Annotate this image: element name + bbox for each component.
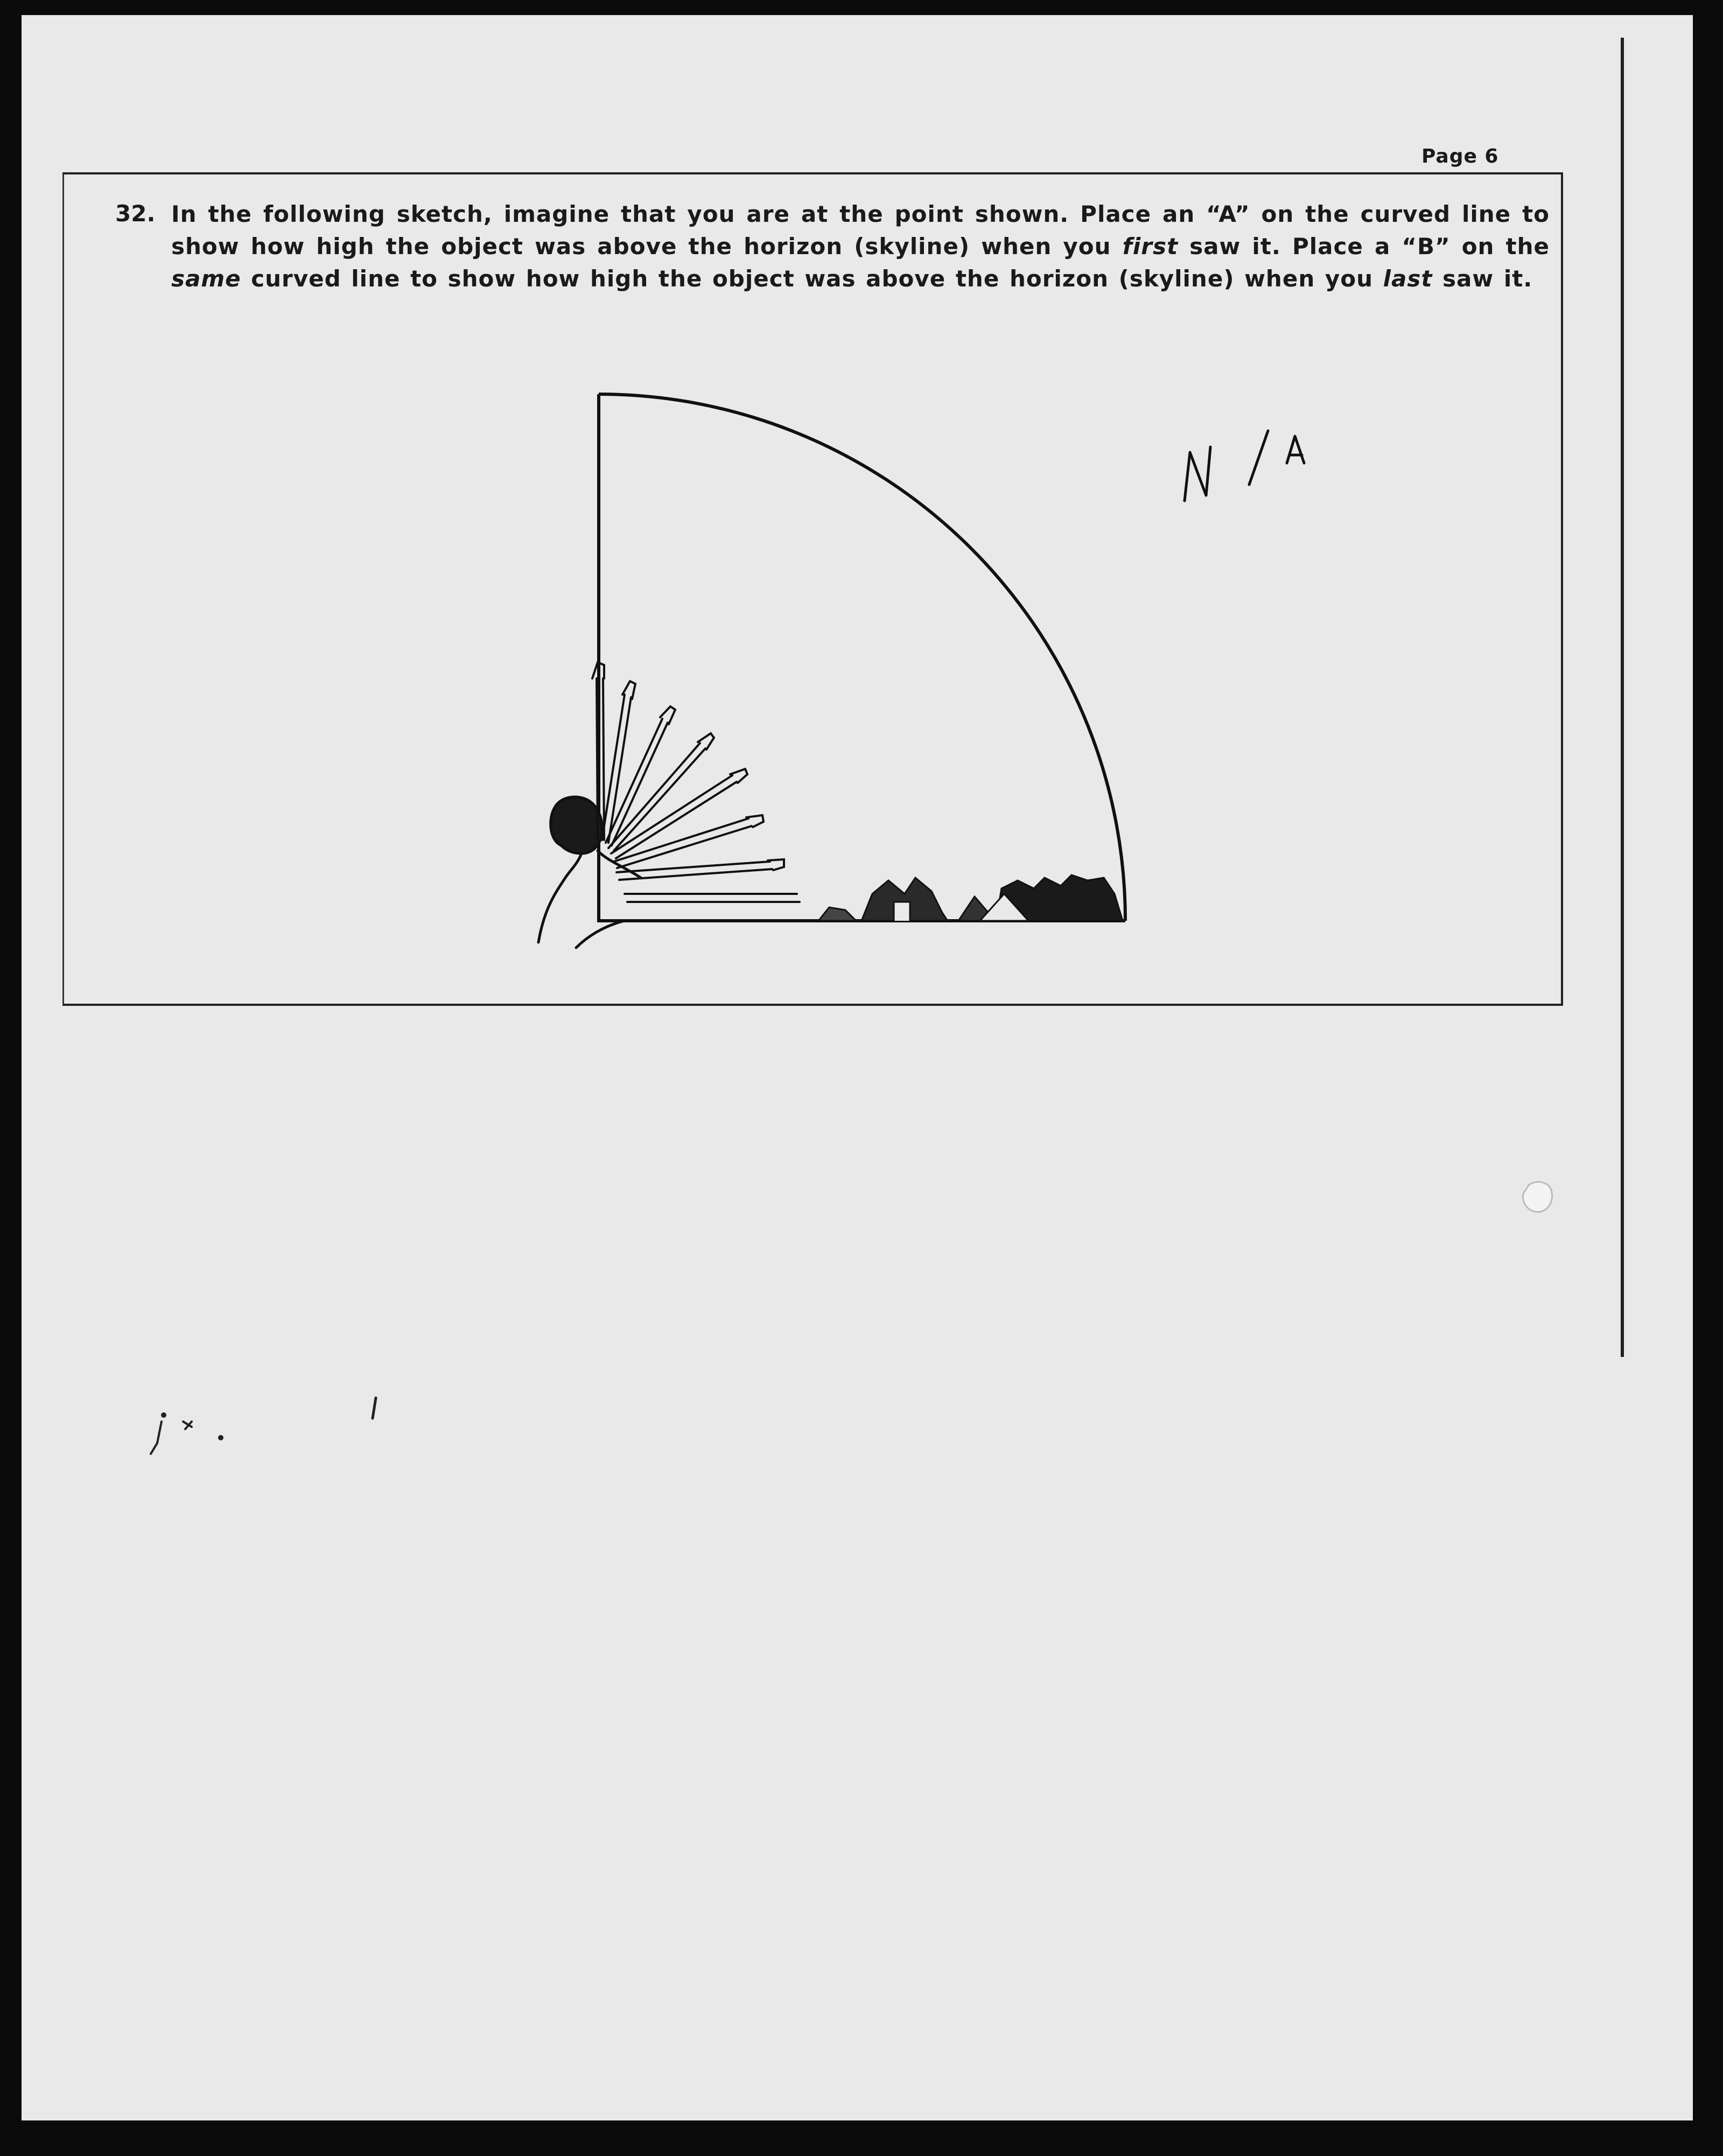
question-text <box>171 198 1550 295</box>
question-text-first: first <box>1122 233 1179 260</box>
pointing-arms-icon <box>592 662 800 902</box>
question-text-part-3: curved line to show how high the object was above the horizon (skyline) when you <box>241 265 1383 292</box>
question-number: 32. <box>115 200 156 227</box>
question-text-last: last <box>1383 265 1433 292</box>
question-text-part-4: saw it. <box>1432 265 1533 292</box>
stray-mark <box>366 1395 382 1427</box>
skyline-houses-icon <box>818 875 1123 921</box>
question-text-part-1: In the following sketch, imagine that you are at the point shown. Place an “A” on the curved line to show how high the object was above the horizon (skyline) when you <box>171 201 1550 260</box>
question-text-same: same <box>171 265 241 292</box>
stray-mark <box>145 1405 237 1465</box>
question-text-part-2: saw it. Place a “B” on the <box>1178 233 1550 260</box>
handwritten-answer-text: N/A <box>1174 409 1175 410</box>
scan-edge-line <box>1621 38 1624 1357</box>
observer-sketch <box>517 377 1163 969</box>
page-number: Page 6 <box>1421 145 1499 167</box>
handwritten-answer-na <box>1174 409 1335 517</box>
stray-blot <box>1513 1174 1561 1222</box>
